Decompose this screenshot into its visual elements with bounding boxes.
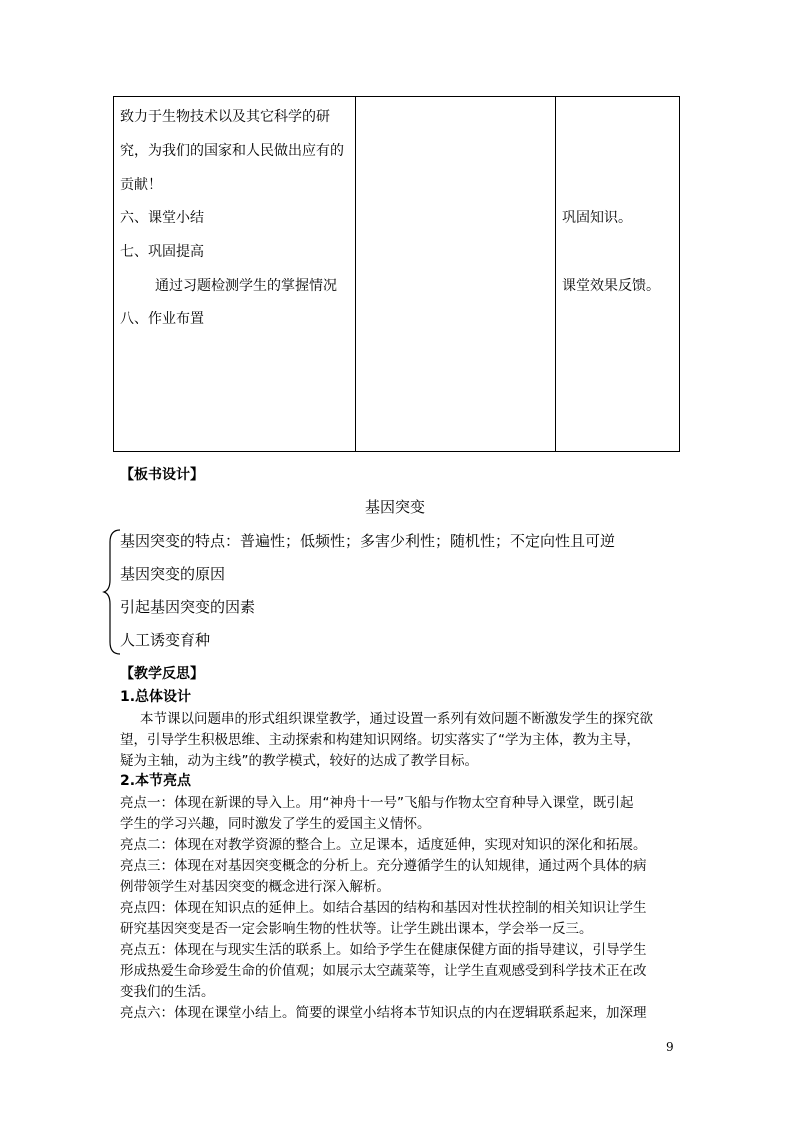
board-item-4: 人工诱变育种 [120,631,211,649]
section2-line-4: 亮点三：体现在对基因突变概念的分析上。充分遵循学生的认知规律，通过两个具体的病 [120,858,647,874]
table-divider-2 [555,97,556,451]
section1-line-3: 疑为主轴，动为主线”的教学模式，较好的达成了教学目标。 [120,753,478,769]
col1-line-2: 究，为我们的国家和人民做出应有的 [120,143,344,159]
section1-line-1: 本节课以问题串的形式组织课堂教学，通过设置一系列有效问题不断激发学生的探究欲 [140,711,653,727]
section2-line-5: 例带领学生对基因突变的概念进行深入解析。 [120,879,390,895]
section2-line-7: 研究基因突变是否一定会影响生物的性状等。让学生跳出课本，学会举一反三。 [120,921,593,937]
section2-line-2: 学生的学习兴趣，同时激发了学生的爱国主义情怀。 [120,816,431,832]
board-item-3: 引起基因突变的因素 [120,598,256,616]
board-heading: 【板书设计】 [120,467,204,483]
col1-line-6: 通过习题检测学生的掌握情况 [155,278,337,294]
lesson-table [113,96,680,452]
section2-line-8: 亮点五：体现在与现实生活的联系上。如给予学生在健康保健方面的指导建议，引导学生 [120,942,647,958]
board-title: 基因突变 [365,498,426,516]
section1-title: 1.总体设计 [120,689,192,705]
section2-line-6: 亮点四：体现在知识点的延伸上。如结合基因的结构和基因对性状控制的相关知识让学生 [120,900,647,916]
table-divider-1 [355,97,356,451]
col1-line-3: 贡献！ [120,177,162,193]
col1-line-4: 六、课堂小结 [120,210,204,226]
col3-line-2: 课堂效果反馈。 [562,278,660,294]
section2-title: 2.本节亮点 [120,773,192,789]
page-number: 9 [666,1040,674,1054]
board-item-1: 基因突变的特点：普遍性；低频性；多害少利性；随机性；不定向性且可逆 [120,532,616,550]
col3-line-1: 巩固知识。 [562,210,632,226]
section1-line-2: 望，引导学生积极思维、主动探索和构建知识网络。切实落实了“学为主体，教为主导， [120,732,640,748]
section2-line-1: 亮点一：体现在新课的导入上。用“神舟十一号”飞船与作物太空育种导入课堂，既引起 [120,795,634,811]
col1-line-7: 八、作业布置 [120,311,204,327]
col1-line-5: 七、巩固提高 [120,244,204,260]
reflection-heading: 【教学反思】 [120,666,204,682]
section2-line-9: 形成热爱生命珍爱生命的价值观；如展示太空蔬菜等，让学生直观感受到科学技术正在改 [120,963,647,979]
left-brace-icon [100,528,122,656]
section2-line-3: 亮点二：体现在对教学资源的整合上。立足课本，适度延伸，实现对知识的深化和拓展。 [120,837,647,853]
board-item-2: 基因突变的原因 [120,565,226,583]
col1-line-1: 致力于生物技术以及其它科学的研 [120,109,330,125]
section2-line-10: 变我们的生活。 [120,984,215,1000]
section2-line-11: 亮点六：体现在课堂小结上。简要的课堂小结将本节知识点的内在逻辑联系起来，加深理 [120,1005,647,1021]
